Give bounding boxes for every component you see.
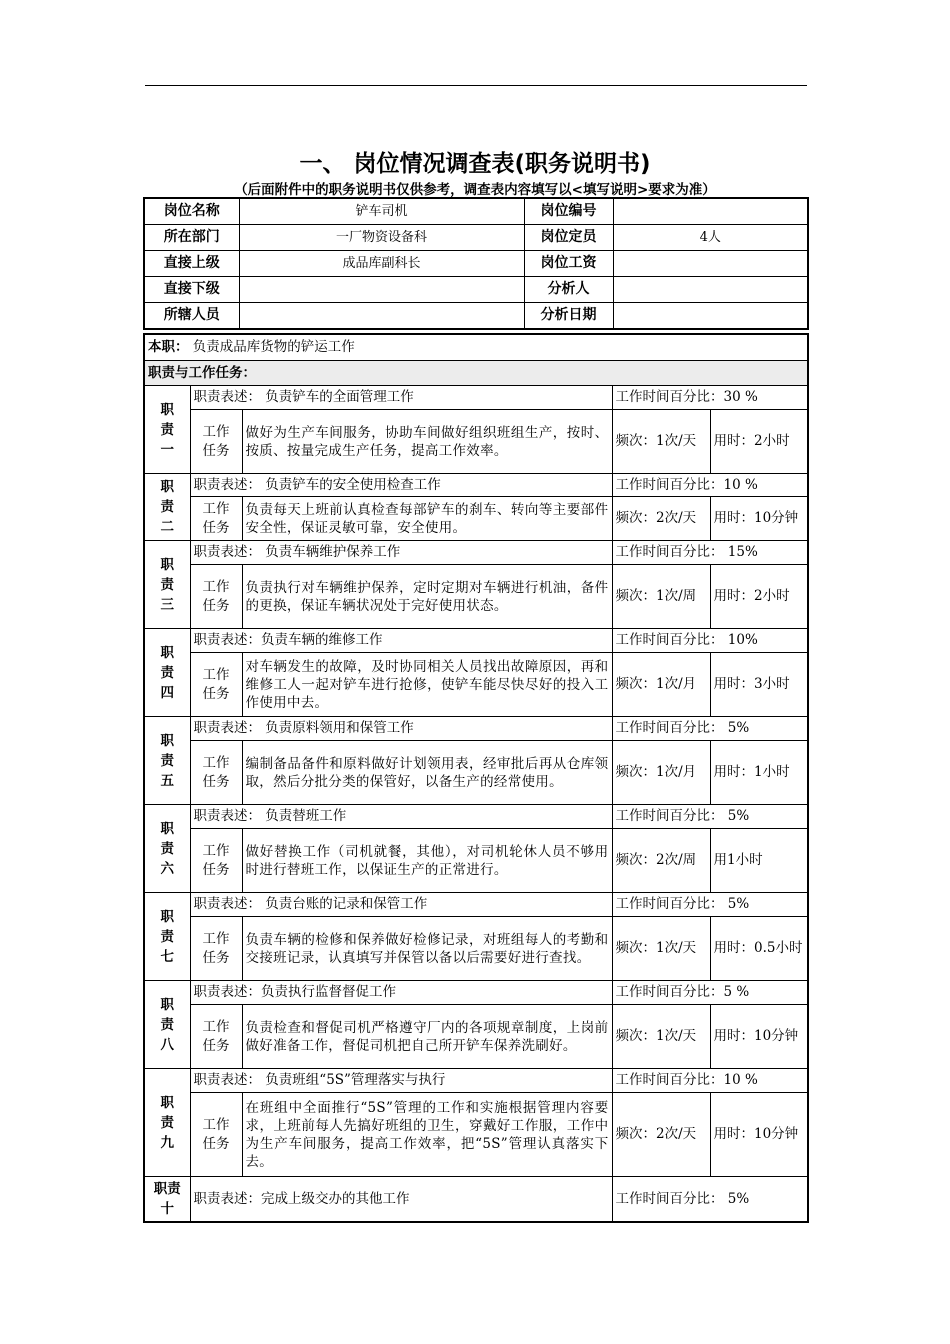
task-label-text: 工作任务 [202, 754, 230, 790]
info-value [613, 277, 808, 303]
info-label: 岗位工资 [524, 251, 613, 277]
duty-row [144, 474, 808, 497]
duty-label [144, 541, 190, 629]
info-row [144, 277, 808, 303]
work-time-percentage: 工作时间百分比： 5% [612, 893, 808, 917]
task-label [190, 497, 242, 541]
info-label: 所辖人员 [144, 303, 239, 330]
task-row [144, 1005, 808, 1069]
page-title: 一、 岗位情况调查表(职务说明书) [299, 151, 651, 177]
section-title: 职责与工作任务： [144, 361, 808, 386]
work-time-percentage: 工作时间百分比： 5% [612, 805, 808, 829]
task-label-text: 工作任务 [202, 842, 230, 878]
info-label: 直接下级 [144, 277, 239, 303]
benzhi-text: 负责成品库货物的铲运工作 [192, 339, 355, 355]
duty-label-text: 职责八 [160, 996, 174, 1053]
duty-row [144, 1069, 808, 1093]
task-label [190, 653, 242, 717]
info-value [239, 303, 524, 330]
duty-label-text: 职责一 [160, 401, 174, 458]
task-hours: 用时：0.5小时 [710, 917, 808, 981]
duty-description: 职责表述：负责车辆的维修工作 [190, 629, 612, 653]
task-row [144, 917, 808, 981]
task-frequency: 频次：1次/天 [612, 410, 710, 474]
task-row [144, 741, 808, 805]
info-value [613, 198, 808, 225]
task-hours: 用时：1小时 [710, 741, 808, 805]
duty-row [144, 386, 808, 410]
duty-label-text: 职责六 [160, 820, 174, 877]
task-label [190, 565, 242, 629]
task-description: 编制备品备件和原料做好计划领用表，经审批后再从仓库领取，然后分批分类的保管好，以备生产的经常使用。 [242, 741, 612, 805]
info-label: 分析日期 [524, 303, 613, 330]
task-frequency: 频次：2次/天 [612, 1093, 710, 1177]
duty-row [144, 981, 808, 1005]
info-value: 成品库副科长 [239, 251, 524, 277]
task-description: 在班组中全面推行“5S”管理的工作和实施根据管理内容要求，上班前每人先搞好班组的卫生，穿戴好工作服，工作中为生产车间服务，提高工作效率，把“5S”管理认真落实下去。 [242, 1093, 612, 1177]
duty-label-text: 职责七 [160, 908, 174, 965]
duty-label [144, 981, 190, 1069]
task-row [144, 829, 808, 893]
task-label-text: 工作任务 [202, 423, 230, 459]
task-frequency: 频次：1次/月 [612, 741, 710, 805]
info-row [144, 303, 808, 330]
task-label [190, 917, 242, 981]
duty-label-text: 职责九 [160, 1094, 174, 1151]
task-row [144, 1093, 808, 1177]
work-time-percentage: 工作时间百分比： 10% [612, 629, 808, 653]
task-label-text: 工作任务 [202, 1116, 230, 1152]
duty-row [144, 805, 808, 829]
task-row [144, 565, 808, 629]
info-value: 4人 [613, 225, 808, 251]
task-row [144, 410, 808, 474]
work-time-percentage: 工作时间百分比：10 % [612, 1069, 808, 1093]
benzhi-row [144, 334, 808, 361]
task-label [190, 1005, 242, 1069]
duty-description: 职责表述： 负责原料领用和保管工作 [190, 717, 612, 741]
header-rule [145, 85, 807, 86]
task-description: 做好为生产车间服务，协助车间做好组织班组生产，按时、按质、按量完成生产任务，提高工作效率。 [242, 410, 612, 474]
duty-label [144, 1069, 190, 1177]
duty-label-text: 职责四 [160, 644, 174, 701]
task-hours: 用1小时 [710, 829, 808, 893]
task-frequency: 频次：2次/天 [612, 497, 710, 541]
duty-row [144, 717, 808, 741]
task-description: 做好替换工作（司机就餐，其他），对司机轮休人员不够用时进行替班工作，以保证生产的正常进行。 [242, 829, 612, 893]
task-hours: 用时：10分钟 [710, 1005, 808, 1069]
task-frequency: 频次：1次/月 [612, 653, 710, 717]
position-info-table [143, 197, 809, 330]
duty-description: 职责表述： 负责铲车的全面管理工作 [190, 386, 612, 410]
duty-description: 职责表述：完成上级交办的其他工作 [190, 1177, 612, 1223]
duty-row [144, 1177, 808, 1223]
task-label [190, 1093, 242, 1177]
info-label: 分析人 [524, 277, 613, 303]
duty-label-text: 职责二 [160, 479, 174, 535]
task-description: 负责每天上班前认真检查每部铲车的刹车、转向等主要部件安全性，保证灵敏可靠，安全使用。 [242, 497, 612, 541]
duty-row [144, 629, 808, 653]
duty-row [144, 893, 808, 917]
info-value [613, 303, 808, 330]
task-hours: 用时：2小时 [710, 565, 808, 629]
info-value [239, 277, 524, 303]
duty-label-text: 职责五 [160, 732, 174, 789]
task-label-text: 工作任务 [202, 500, 230, 536]
duty-label-text: 职责三 [160, 556, 174, 613]
duty-description: 职责表述：负责执行监督督促工作 [190, 981, 612, 1005]
task-row [144, 653, 808, 717]
info-row [144, 225, 808, 251]
duty-description: 职责表述： 负责替班工作 [190, 805, 612, 829]
task-label-text: 工作任务 [202, 578, 230, 614]
task-hours: 用时：10分钟 [710, 497, 808, 541]
task-row [144, 497, 808, 541]
task-description: 负责检查和督促司机严格遵守厂内的各项规章制度，上岗前做好准备工作，督促司机把自己所开铲车保养洗刷好。 [242, 1005, 612, 1069]
work-time-percentage: 工作时间百分比： 15% [612, 541, 808, 565]
info-row [144, 251, 808, 277]
task-label-text: 工作任务 [202, 666, 230, 702]
duty-row [144, 541, 808, 565]
task-description: 对车辆发生的故障，及时协同相关人员找出故障原因，再和维修工人一起对铲车进行抢修，使铲车能尽快尽好的投入工作使用中去。 [242, 653, 612, 717]
info-label: 直接上级 [144, 251, 239, 277]
work-time-percentage: 工作时间百分比：10 % [612, 474, 808, 497]
task-description: 负责执行对车辆维护保养，定时定期对车辆进行机油，备件的更换，保证车辆状况处于完好使用状态。 [242, 565, 612, 629]
info-label: 岗位名称 [144, 198, 239, 225]
task-frequency: 频次：2次/周 [612, 829, 710, 893]
duty-description: 职责表述： 负责班组“5S”管理落实与执行 [190, 1069, 612, 1093]
task-label-text: 工作任务 [202, 930, 230, 966]
info-label: 岗位定员 [524, 225, 613, 251]
duty-label [144, 629, 190, 717]
duty-label-text: 职责十 [153, 1181, 181, 1217]
task-hours: 用时：3小时 [710, 653, 808, 717]
info-label: 岗位编号 [524, 198, 613, 225]
info-value: 一厂物资设备科 [239, 225, 524, 251]
task-frequency: 频次：1次/天 [612, 917, 710, 981]
duties-table [143, 333, 809, 1223]
task-label [190, 829, 242, 893]
work-time-percentage: 工作时间百分比：30 % [612, 386, 808, 410]
duty-label [144, 1177, 190, 1223]
section-title-row [144, 361, 808, 386]
duty-description: 职责表述： 负责铲车的安全使用检查工作 [190, 474, 612, 497]
task-label [190, 410, 242, 474]
work-time-percentage: 工作时间百分比： 5% [612, 1177, 808, 1223]
work-time-percentage: 工作时间百分比：5 % [612, 981, 808, 1005]
task-hours: 用时：2小时 [710, 410, 808, 474]
info-value: 铲车司机 [239, 198, 524, 225]
duty-label [144, 805, 190, 893]
task-hours: 用时：10分钟 [710, 1093, 808, 1177]
duty-label [144, 474, 190, 541]
duty-label [144, 893, 190, 981]
duty-description: 职责表述： 负责车辆维护保养工作 [190, 541, 612, 565]
info-row [144, 198, 808, 225]
task-frequency: 频次：1次/周 [612, 565, 710, 629]
task-label-text: 工作任务 [202, 1018, 230, 1054]
duty-label [144, 386, 190, 474]
task-frequency: 频次：1次/天 [612, 1005, 710, 1069]
task-description: 负责车辆的检修和保养做好检修记录，对班组每人的考勤和交接班记录，认真填写并保管以备以后需要好进行查找。 [242, 917, 612, 981]
info-value [613, 251, 808, 277]
info-label: 所在部门 [144, 225, 239, 251]
duty-description: 职责表述： 负责台账的记录和保管工作 [190, 893, 612, 917]
page-subtitle: （后面附件中的职务说明书仅供参考，调查表内容填写以<填写说明>要求为准） [234, 182, 716, 198]
duty-label [144, 717, 190, 805]
benzhi-label: 本职： [148, 339, 189, 355]
task-label [190, 741, 242, 805]
work-time-percentage: 工作时间百分比： 5% [612, 717, 808, 741]
